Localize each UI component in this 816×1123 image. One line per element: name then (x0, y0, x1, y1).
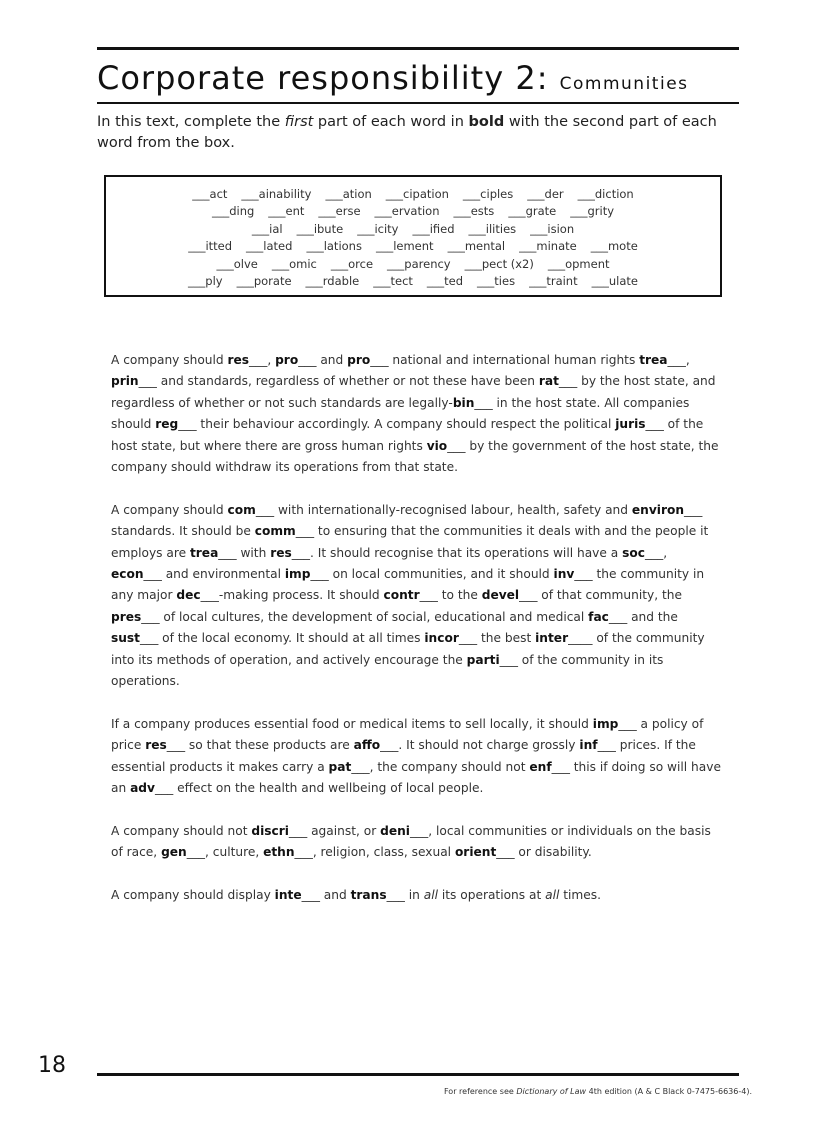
title-main: Corporate responsibility 2: (97, 59, 549, 97)
text-run: A company should (111, 502, 228, 517)
text-run: ___ against, or (288, 823, 381, 838)
text-run: ___, (249, 353, 276, 367)
word-ending: ___minate (519, 239, 577, 254)
text-run: A company should display (111, 888, 275, 903)
text-run: ___ and environmental (143, 567, 285, 582)
title-rule (97, 102, 739, 104)
text-run: ___ of that community, the (519, 588, 683, 603)
bottom-rule (97, 1073, 739, 1076)
word-ending: ___orce (330, 256, 374, 271)
gap-word: sust (111, 631, 141, 646)
gap-word: prin (111, 374, 139, 389)
text-run: A company should not (111, 823, 252, 838)
gap-word: deni (380, 823, 410, 838)
emphasis-text: all (423, 888, 438, 903)
gap-word: dec (176, 588, 201, 603)
gap-word: inte (274, 888, 302, 903)
word-ending: ___ted (426, 274, 464, 289)
text-run: ___ and the (608, 609, 678, 624)
paragraph (111, 885, 721, 906)
text-run: ___. It should recognise that its operations will have a (291, 545, 623, 560)
gap-word: environ (631, 502, 685, 517)
word-ending: ___erse (318, 204, 361, 219)
gap-word: incor (424, 631, 459, 646)
word-ending: ___mote (590, 239, 638, 254)
word-ending: ___itted (188, 239, 233, 254)
text-run: ___ and (301, 888, 351, 903)
gap-word: orient (454, 845, 497, 860)
paragraph (111, 821, 721, 864)
word-box-row (106, 273, 720, 290)
word-ending: ___grity (570, 204, 615, 219)
text-run: ___ their behaviour accordingly. A company should respect the political (178, 417, 616, 432)
gap-word: imp (284, 567, 311, 582)
word-ending: ___act (192, 187, 228, 201)
gap-word: com (227, 502, 256, 517)
emphasis-text: all (545, 888, 560, 903)
word-ending: ___mental (447, 239, 506, 254)
gap-word: devel (481, 588, 520, 603)
gap-word: econ (111, 567, 144, 582)
gap-word: contr (383, 588, 420, 603)
text-run: times. (559, 888, 601, 903)
text-run: ___, local communities or individuals on the basis of race, (111, 823, 711, 860)
gap-word: trans (350, 888, 387, 903)
exercise-text (111, 350, 721, 928)
gap-word: pres (111, 609, 142, 624)
gap-word: trea (189, 545, 219, 560)
word-ending: ___porate (236, 274, 292, 289)
text-run: ___ or disability. (496, 845, 592, 860)
gap-word: pat (328, 759, 352, 774)
word-box-row (106, 238, 720, 255)
word-ending: ___rdable (305, 274, 360, 289)
word-ending: ___ainability (241, 187, 312, 201)
word-ending: ___ation (325, 187, 372, 201)
text-run: ___, the company should not (351, 759, 530, 774)
instruction-text: part of each word in (313, 114, 469, 130)
text-run: ___ a policy of price (111, 716, 704, 753)
word-ending: ___ervation (374, 204, 440, 219)
gap-word: reg (155, 417, 179, 432)
text-run: ___ in (386, 888, 424, 903)
gap-word: trea (639, 353, 668, 367)
text-run: ___-making process. It should (200, 588, 384, 603)
word-ending: ___opment (547, 256, 610, 271)
gap-word: affo (353, 738, 381, 753)
gap-word: pro (275, 353, 299, 367)
footer-book-title: Dictionary of Law (516, 1087, 587, 1096)
top-rule (97, 47, 739, 50)
word-ending: ___omic (271, 256, 317, 271)
text-run: ___ standards. It should be (111, 502, 703, 539)
word-box-row (106, 221, 720, 238)
text-run: ___ with (218, 545, 271, 560)
gap-word: enf (529, 759, 552, 774)
word-box-row (106, 186, 720, 203)
gap-word: inf (579, 738, 598, 753)
text-run: its operations at (437, 888, 546, 903)
word-ending: ___cipation (385, 187, 449, 201)
word-ending: ___ding (211, 204, 255, 219)
word-ending: ___ties (477, 274, 516, 289)
text-run: ___ on local communities, and it should (310, 567, 554, 582)
word-ending: ___der (527, 187, 564, 201)
gap-word: comm (254, 524, 296, 539)
gap-word: gen (161, 845, 187, 860)
gap-word: discri (251, 823, 289, 838)
title-subtitle: Communities (559, 74, 689, 94)
word-ending: ___ibute (296, 221, 344, 236)
text-run: ___, (644, 545, 668, 560)
text-run: If a company produces essential food or medical items to sell locally, it should (111, 716, 593, 731)
instruction-bold: bold (468, 114, 505, 130)
instruction-text: In this text, complete the (97, 114, 285, 130)
text-run: ___ of the community in its operations. (111, 652, 664, 689)
word-ending: ___ified (412, 221, 455, 236)
page-title (97, 57, 757, 105)
word-ending: ___grate (508, 204, 557, 219)
gap-word: soc (622, 545, 645, 560)
gap-word: parti (466, 652, 500, 667)
footer-text: 4th edition (A & C Black 0-7475-6636-4). (586, 1087, 752, 1096)
text-run: ___ with internationally-recognised labour, health, safety and (255, 502, 632, 517)
word-ending: ___lement (375, 239, 434, 254)
word-ending: ___ent (268, 204, 305, 219)
text-run: ____ of the community into its methods of operation, and actively encourage the (111, 631, 705, 667)
text-run: ___. It should not charge grossly (380, 738, 580, 753)
word-ending: ___ests (453, 204, 495, 219)
word-ending: ___ulate (591, 274, 638, 289)
text-run: ___ by the government of the host state, the company should withdraw its operations from that state. (111, 438, 719, 475)
word-ending: ___ciples (462, 187, 514, 201)
word-ending: ___pect (x2) (464, 256, 534, 271)
text-run: ___ national and international human rights (370, 353, 640, 367)
gap-word: juris (615, 417, 646, 432)
text-run: ___ to ensuring that the communities it deals with and the people it employs are (111, 524, 709, 560)
text-run: ___ of the host state, but where there are gross human rights (111, 417, 704, 453)
word-ending: ___lated (246, 239, 293, 254)
text-run: ___ this if doing so will have an (111, 759, 721, 796)
text-run: ___ prices. If the essential products it makes carry a (111, 738, 696, 774)
text-run: ___ and standards, regardless of whether or not these have been (138, 374, 539, 389)
word-ending: ___icity (357, 221, 399, 236)
gap-word: fac (588, 609, 609, 624)
gap-word: inter (535, 631, 569, 646)
word-ending: ___olve (216, 256, 258, 271)
page-number: 18 (38, 1053, 66, 1078)
instruction-emphasis: first (284, 114, 314, 130)
word-ending: ___ial (251, 221, 283, 236)
gap-word: pro (347, 353, 371, 367)
text-run: ___, (667, 353, 690, 367)
text-run: ___ in the host state. All companies should (111, 395, 690, 432)
instruction-text: with the second part of each word from the box. (97, 114, 717, 151)
word-ending: ___ilities (468, 221, 517, 236)
text-run: ___ by the host state, and regardless of whether or not such standards are legally- (111, 374, 716, 410)
text-run: ___ of the local economy. It should at all times (140, 631, 425, 646)
text-run: ___ so that these products are (166, 738, 354, 753)
word-ending: ___parency (387, 256, 451, 271)
text-run: ___ of local cultures, the development of social, educational and medical (141, 609, 589, 624)
word-box-row (106, 203, 720, 220)
gap-word: rat (538, 374, 559, 389)
text-run: A company should (111, 353, 228, 367)
gap-word: bin (452, 395, 475, 410)
text-run: ___, culture, (186, 845, 264, 860)
word-box-row (106, 256, 720, 273)
text-run: ___ effect on the health and wellbeing of local people. (154, 781, 484, 796)
word-ending: ___lations (306, 239, 362, 254)
gap-word: imp (592, 716, 619, 731)
footer-text: For reference see (443, 1087, 517, 1096)
instructions (97, 112, 747, 154)
paragraph (111, 350, 721, 478)
footer-reference (444, 1087, 752, 1096)
gap-word: res (270, 545, 292, 560)
word-box (104, 175, 722, 297)
text-run: ___ the community in any major (111, 567, 705, 603)
gap-word: res (227, 353, 250, 367)
gap-word: ethn (263, 845, 295, 860)
word-ending: ___ply (188, 274, 223, 289)
gap-word: inv (553, 567, 575, 582)
paragraph (111, 714, 721, 800)
text-run: ___ the best (458, 631, 536, 646)
text-run: ___, religion, class, sexual (294, 845, 455, 860)
paragraph (111, 500, 721, 693)
word-ending: ___ision (530, 221, 575, 236)
text-run: ___ to the (419, 588, 482, 603)
gap-word: res (145, 738, 167, 753)
gap-word: adv (130, 781, 155, 796)
text-run: ___ and (298, 353, 348, 367)
gap-word: vio (426, 438, 448, 453)
word-ending: ___tect (373, 274, 413, 289)
word-ending: ___traint (529, 274, 578, 289)
word-ending: ___diction (577, 187, 634, 201)
